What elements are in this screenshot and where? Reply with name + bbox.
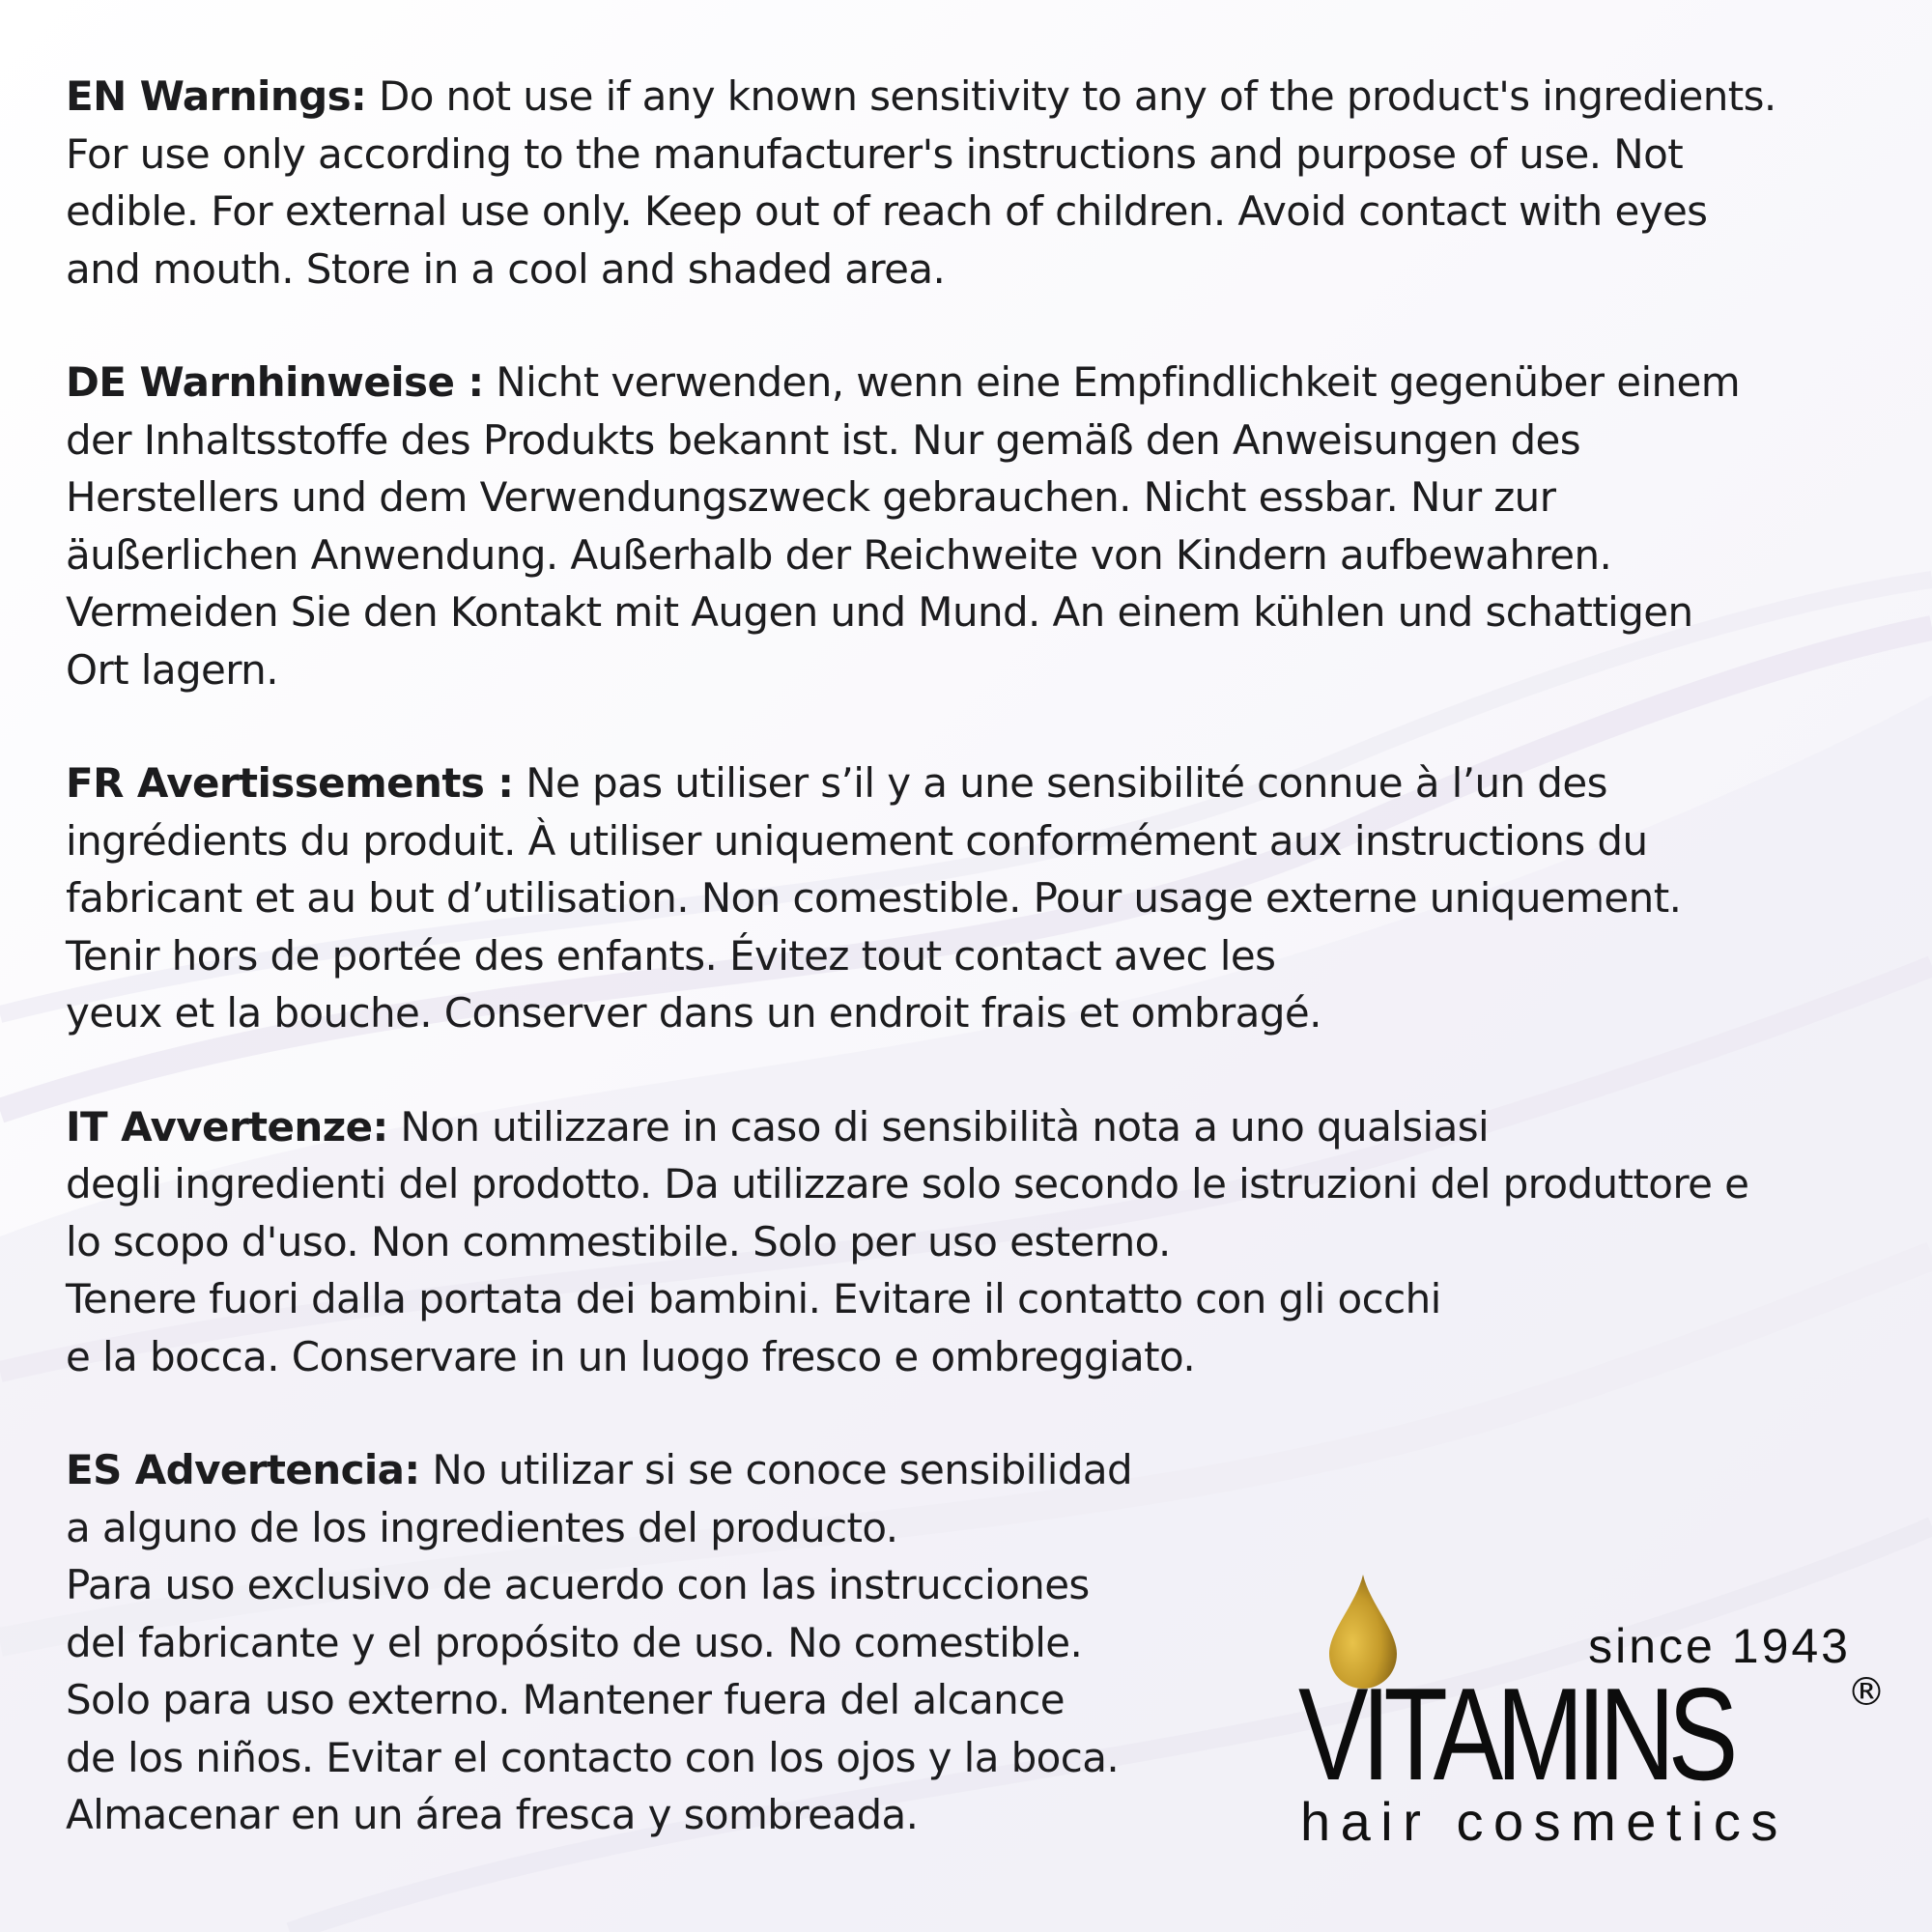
warning-fr-line-3: fabricant et au but d’utilisation. Non comestible. Pour usage externe uniquement. [66,874,1682,922]
warning-es-text-1: No utilizar si se conoce sensibilidad [419,1446,1133,1493]
logo-since-text: since 1943 [1588,1619,1851,1673]
warning-es-line-7: Almacenar en un área fresca y sombreada. [66,1791,919,1838]
warning-en-text-1: Do not use if any known sensitivity to any of the product's ingredients. [366,72,1776,120]
logo-brand-name: VITAMINS [1298,1661,1732,1807]
warning-de-line-2: der Inhaltsstoffe des Produkts bekannt ist. Nur gemäß den Anweisungen des [66,415,1581,464]
warning-it-line-1 [66,1098,1882,1156]
warning-en-line-1 [66,68,1882,126]
warning-fr-line-1 [66,754,1882,812]
warning-es-label: ES Advertencia: [66,1446,420,1493]
warning-fr-line-4: Tenir hors de portée des enfants. Évitez tout contact avec les [66,931,1276,980]
brand-logo [1291,1570,1909,1860]
warning-es-line-1 [66,1441,1882,1499]
warning-de-line-4: äußerlichen Anwendung. Außerhalb der Reichweite von Kindern aufbewahren. [66,530,1612,579]
warning-de-label: DE Warnhinweise : [66,358,484,406]
warning-de [66,354,1882,698]
warning-fr [66,754,1882,1042]
warning-en-label: EN Warnings: [66,72,367,120]
warning-it-line-4: Tenere fuori dalla portata dei bambini. Evitare il contatto con gli occhi [66,1275,1441,1322]
warning-es-line-6: de los niños. Evitar el contacto con los ojos y la boca. [66,1733,1120,1781]
warning-en-line-2: For use only according to the manufacturer's instructions and purpose of use. Not [66,129,1684,178]
warning-it-text-1: Non utilizzare in caso di sensibilità nota a uno qualsiasi [387,1102,1490,1151]
warning-fr-line-5: yeux et la bouche. Conserver dans un endroit frais et ombragé. [66,989,1321,1037]
warning-en [66,68,1882,298]
warning-en-line-4: and mouth. Store in a cool and shaded area. [66,244,946,293]
warning-de-line-6: Ort lagern. [66,645,278,694]
warning-it-line-2: degli ingredienti del prodotto. Da utilizzare solo secondo le istruzioni del produttore e [66,1160,1749,1208]
warning-fr-line-2: ingrédients du produit. À utiliser uniquement conformément aux instructions du [66,816,1648,865]
warning-it-line-5: e la bocca. Conservare in un luogo fresco e ombreggiato. [66,1332,1196,1380]
logo-subtitle: hair cosmetics [1300,1791,1788,1852]
warning-it [66,1098,1882,1386]
warning-es-line-5: Solo para uso externo. Mantener fuera del alcance [66,1676,1065,1723]
warning-de-line-5: Vermeiden Sie den Kontakt mit Augen und Mund. An einem kühlen und schattigen [66,588,1693,636]
warning-es-line-3: Para uso exclusivo de acuerdo con las instrucciones [66,1561,1090,1608]
warning-fr-label: FR Avertissements : [66,759,514,807]
warning-de-line-3: Herstellers und dem Verwendungszweck gebrauchen. Nicht essbar. Nur zur [66,473,1556,521]
warning-de-line-1 [66,354,1882,412]
warning-en-line-3: edible. For external use only. Keep out of reach of children. Avoid contact with eyes [66,187,1708,235]
registered-mark: ® [1847,1670,1886,1715]
warning-es-line-2: a alguno de los ingredientes del producto. [66,1503,898,1551]
warning-es-line-4: del fabricante y el propósito de uso. No comestible. [66,1618,1083,1666]
warning-fr-text-1: Ne pas utiliser s’il y a une sensibilité connue à l’un des [513,759,1607,807]
warning-it-label: IT Avvertenze: [66,1102,388,1151]
warning-it-line-3: lo scopo d'uso. Non commestibile. Solo per uso esterno. [66,1217,1171,1265]
warning-de-text-1: Nicht verwenden, wenn eine Empfindlichkeit gegenüber einem [483,358,1741,406]
